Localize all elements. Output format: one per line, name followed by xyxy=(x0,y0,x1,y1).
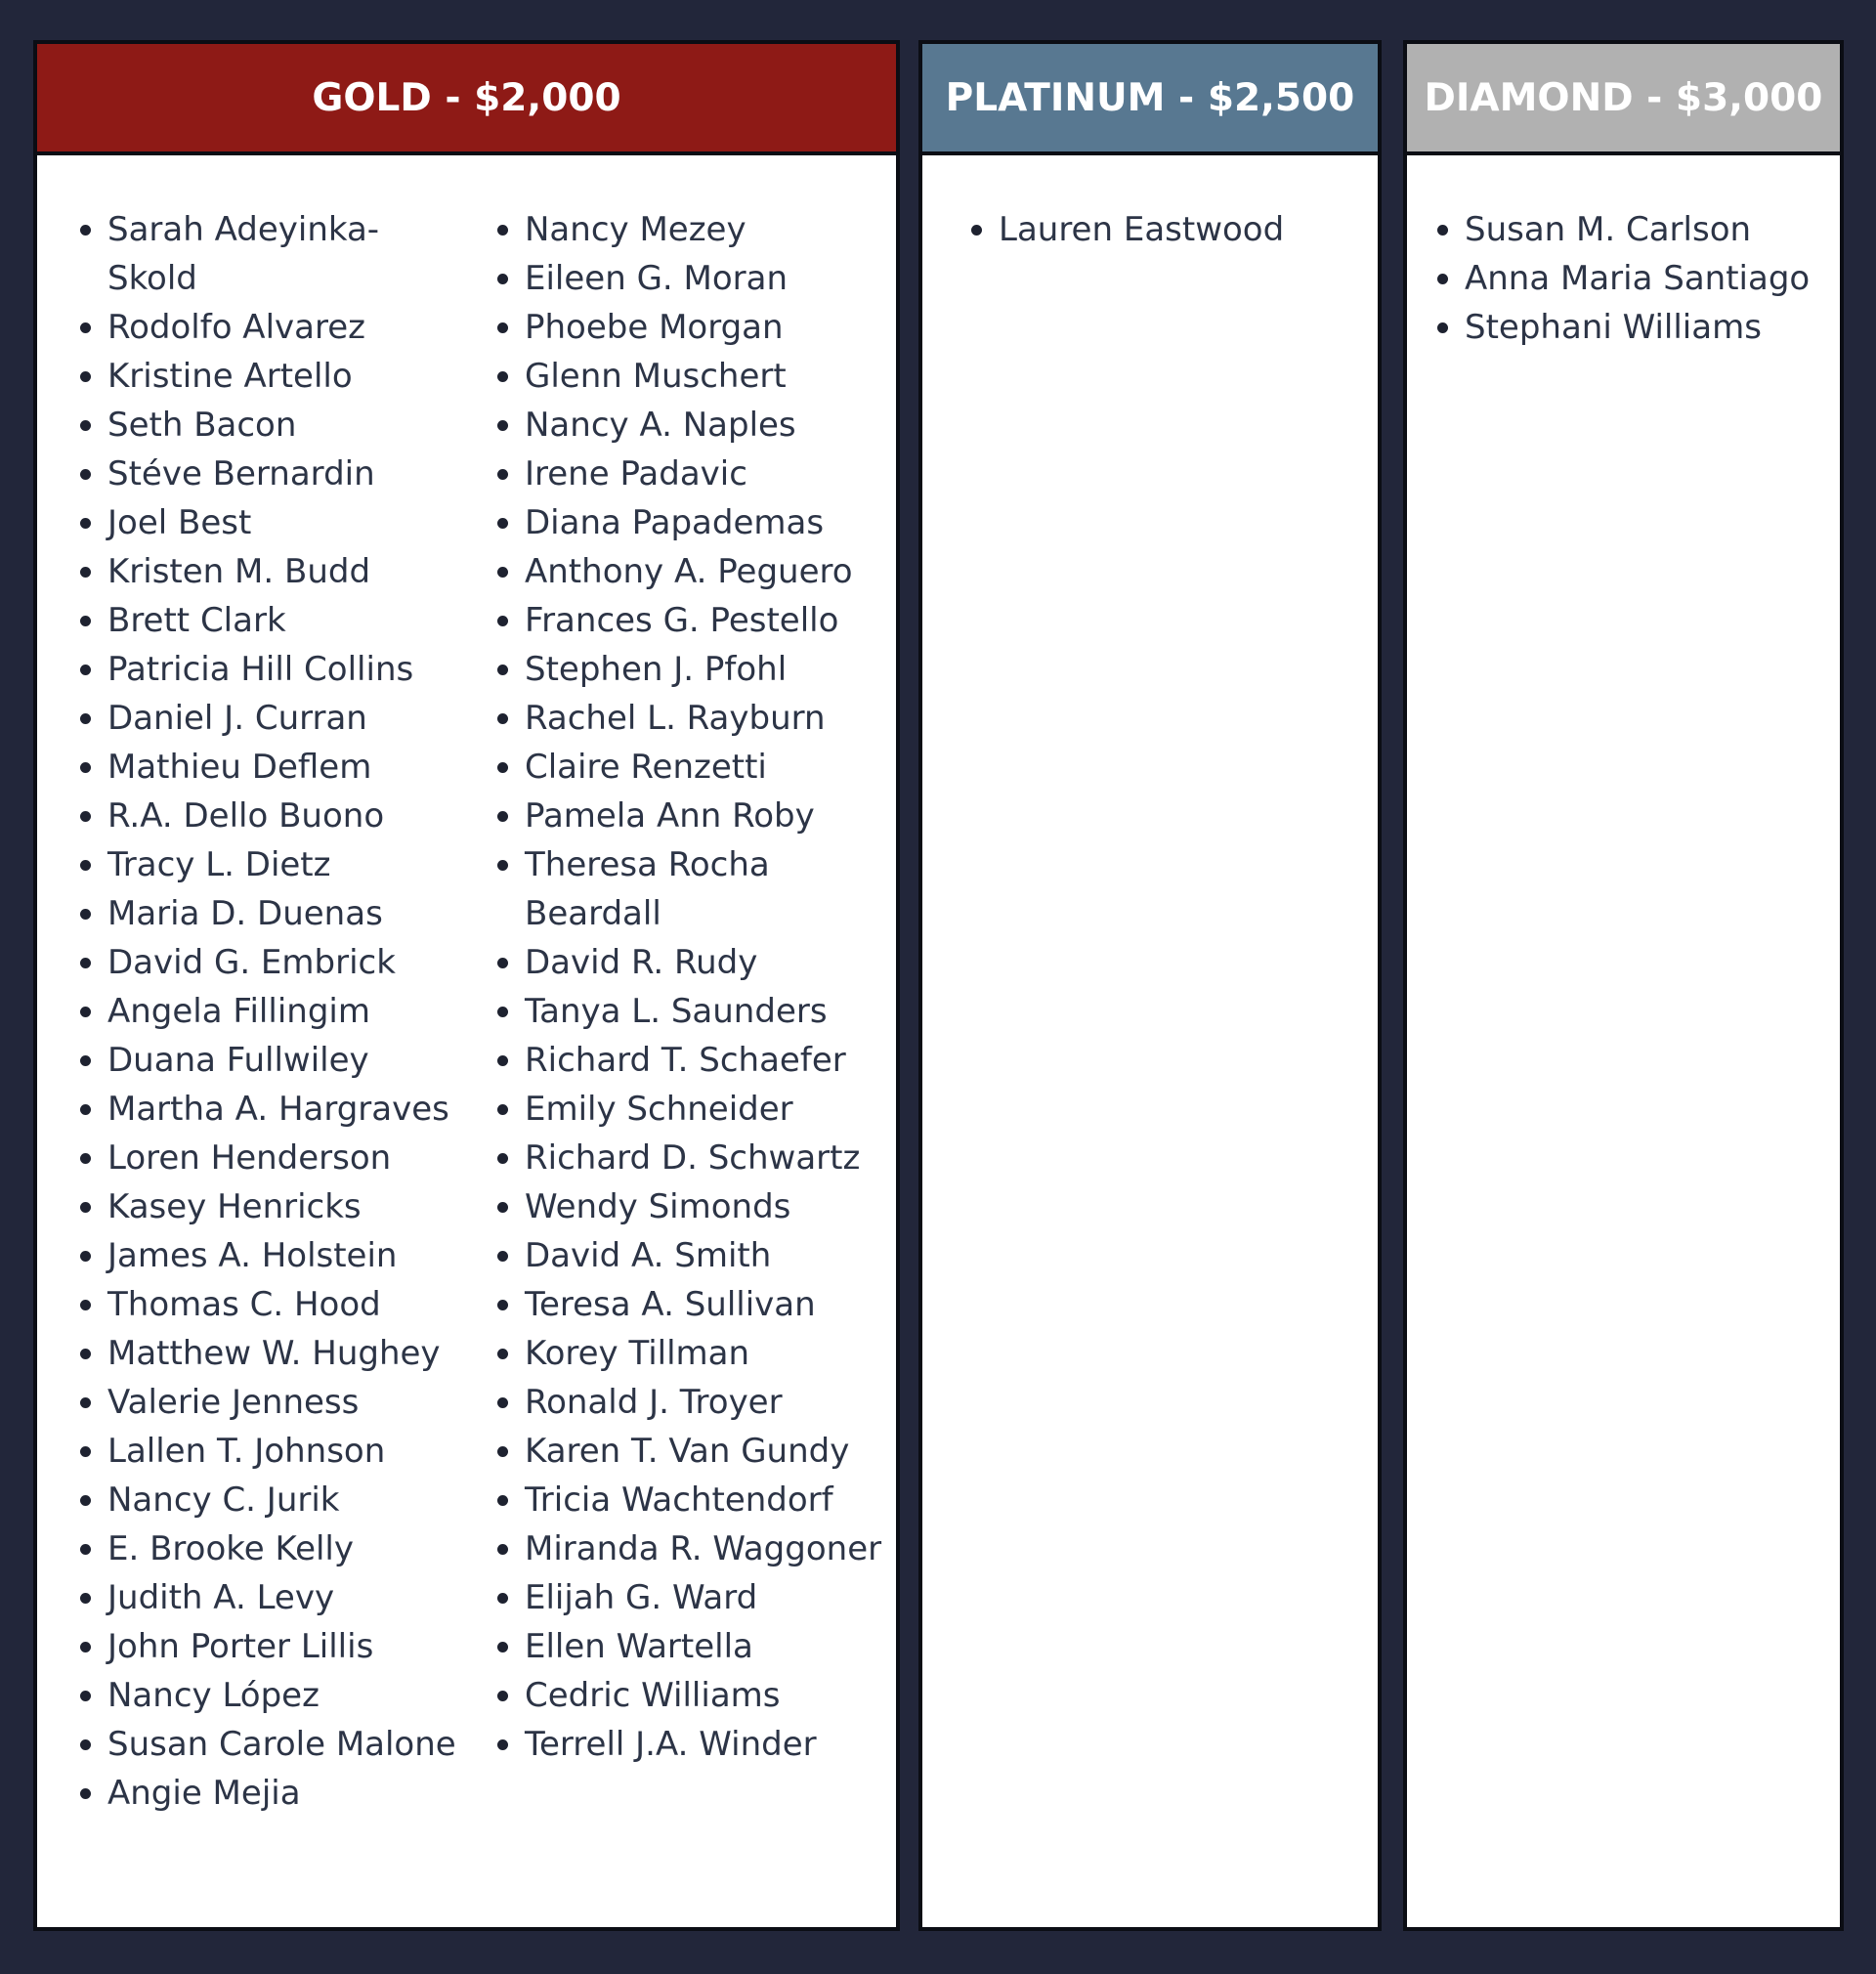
list-item: Lallen T. Johnson xyxy=(107,1427,459,1476)
list-item: Thomas C. Hood xyxy=(107,1280,459,1329)
list-item: Kasey Henricks xyxy=(107,1182,459,1231)
list-item: Tracy L. Dietz xyxy=(107,840,459,889)
list-item: Stéve Bernardin xyxy=(107,450,459,498)
list-item: Angela Fillingim xyxy=(107,987,459,1036)
list-item: Cedric Williams xyxy=(525,1671,896,1720)
list-item: Patricia Hill Collins xyxy=(107,645,459,694)
list-item: Nancy Mezey xyxy=(525,205,896,254)
diamond-names-list xyxy=(1465,205,1841,352)
list-item: Teresa A. Sullivan xyxy=(525,1280,896,1329)
diamond-tier-header: DIAMOND - $3,000 xyxy=(1407,44,1840,155)
diamond-tier-panel xyxy=(1403,40,1844,1931)
list-item: Lauren Eastwood xyxy=(999,205,1370,254)
list-item: Seth Bacon xyxy=(107,401,459,450)
list-item: Emily Schneider xyxy=(525,1085,896,1134)
list-item: Tanya L. Saunders xyxy=(525,987,896,1036)
list-item: Glenn Muschert xyxy=(525,352,896,401)
list-item: Irene Padavic xyxy=(525,450,896,498)
list-item: Tricia Wachtendorf xyxy=(525,1476,896,1524)
list-item: Ronald J. Troyer xyxy=(525,1378,896,1427)
list-item: Anthony A. Peguero xyxy=(525,547,896,596)
list-item: Frances G. Pestello xyxy=(525,596,896,645)
list-item: Brett Clark xyxy=(107,596,459,645)
list-item: Diana Papademas xyxy=(525,498,896,547)
list-item: Phoebe Morgan xyxy=(525,303,896,352)
list-item: Maria D. Duenas xyxy=(107,889,459,938)
list-item: Rachel L. Rayburn xyxy=(525,694,896,743)
list-item: David G. Embrick xyxy=(107,938,459,987)
list-item: E. Brooke Kelly xyxy=(107,1524,459,1573)
list-item: Terrell J.A. Winder xyxy=(525,1720,896,1769)
list-item: Sarah Adeyinka-Skold xyxy=(107,205,459,303)
list-item: Duana Fullwiley xyxy=(107,1036,459,1085)
list-item: Karen T. Van Gundy xyxy=(525,1427,896,1476)
list-item: Joel Best xyxy=(107,498,459,547)
list-item: Mathieu Deflem xyxy=(107,743,459,792)
list-item: Theresa Rocha Beardall xyxy=(525,840,896,938)
gold-names-column-1 xyxy=(107,205,459,1818)
list-item: Valerie Jenness xyxy=(107,1378,459,1427)
list-item: Susan Carole Malone xyxy=(107,1720,459,1769)
platinum-tier-header: PLATINUM - $2,500 xyxy=(922,44,1378,155)
list-item: Richard D. Schwartz xyxy=(525,1134,896,1182)
list-item: Eileen G. Moran xyxy=(525,254,896,303)
platinum-names-list xyxy=(999,205,1370,254)
list-item: Nancy C. Jurik xyxy=(107,1476,459,1524)
list-item: Nancy López xyxy=(107,1671,459,1720)
gold-names-column-2 xyxy=(525,205,896,1769)
list-item: Kristen M. Budd xyxy=(107,547,459,596)
list-item: David A. Smith xyxy=(525,1231,896,1280)
list-item: Claire Renzetti xyxy=(525,743,896,792)
list-item: Stephani Williams xyxy=(1465,303,1841,352)
list-item: Wendy Simonds xyxy=(525,1182,896,1231)
list-item: Nancy A. Naples xyxy=(525,401,896,450)
list-item: Angie Mejia xyxy=(107,1769,459,1818)
list-item: Daniel J. Curran xyxy=(107,694,459,743)
list-item: James A. Holstein xyxy=(107,1231,459,1280)
list-item: Miranda R. Waggoner xyxy=(525,1524,896,1573)
list-item: R.A. Dello Buono xyxy=(107,792,459,840)
list-item: Martha A. Hargraves xyxy=(107,1085,459,1134)
platinum-tier-panel xyxy=(918,40,1382,1931)
list-item: Pamela Ann Roby xyxy=(525,792,896,840)
list-item: Ellen Wartella xyxy=(525,1622,896,1671)
list-item: Susan M. Carlson xyxy=(1465,205,1841,254)
list-item: David R. Rudy xyxy=(525,938,896,987)
list-item: Elijah G. Ward xyxy=(525,1573,896,1622)
list-item: Loren Henderson xyxy=(107,1134,459,1182)
list-item: Korey Tillman xyxy=(525,1329,896,1378)
gold-tier-header: GOLD - $2,000 xyxy=(37,44,896,155)
gold-tier-panel xyxy=(33,40,900,1931)
list-item: Judith A. Levy xyxy=(107,1573,459,1622)
list-item: Rodolfo Alvarez xyxy=(107,303,459,352)
list-item: Anna Maria Santiago xyxy=(1465,254,1841,303)
list-item: Stephen J. Pfohl xyxy=(525,645,896,694)
list-item: Kristine Artello xyxy=(107,352,459,401)
list-item: Matthew W. Hughey xyxy=(107,1329,459,1378)
list-item: Richard T. Schaefer xyxy=(525,1036,896,1085)
list-item: John Porter Lillis xyxy=(107,1622,459,1671)
